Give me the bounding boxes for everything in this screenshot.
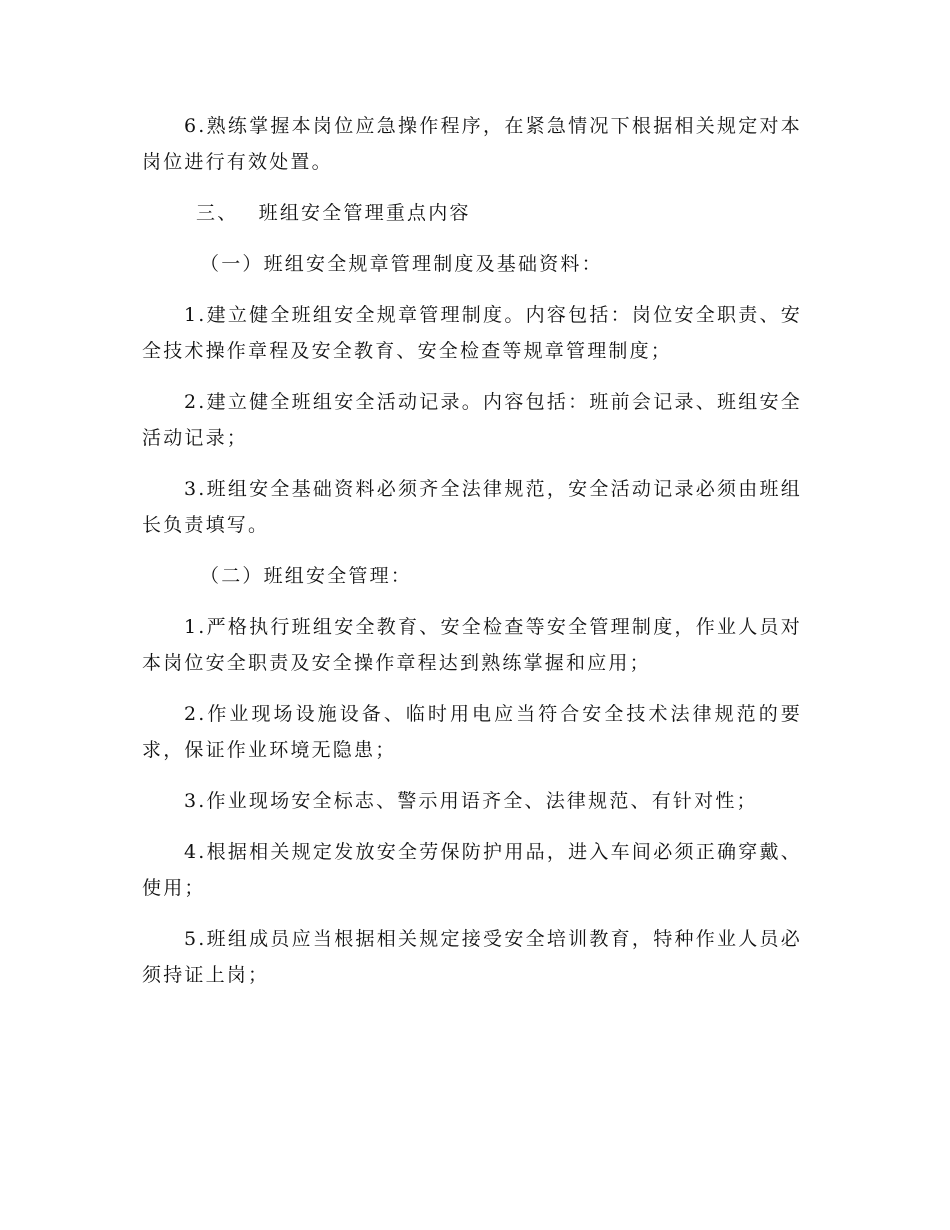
subsection-heading-2: （二）班组安全管理： (200, 565, 413, 587)
document-body (142, 108, 802, 1008)
paragraph-item-6: 6.熟练掌握本岗位应急操作程序，在紧急情况下根据相关规定对本岗位进行有效处置。 (142, 115, 802, 173)
paragraph-item-3: 3.班组安全基础资料必须齐全法律规范，安全活动记录必须由班组长负责填写。 (142, 478, 802, 536)
paragraph-item-1: 1.建立健全班组安全规章管理制度。内容包括：岗位安全职责、安全技术操作章程及安全教育、安全检查等规章管理制度； (142, 304, 802, 362)
paragraph-item-2: 2.建立健全班组安全活动记录。内容包括：班前会记录、班组安全活动记录； (142, 391, 802, 449)
subsection-heading-1: （一）班组安全规章管理制度及基础资料： (200, 253, 603, 275)
paragraph-item-3b: 3.作业现场安全标志、警示用语齐全、法律规范、有针对性； (184, 790, 758, 812)
paragraph-item-2b: 2.作业现场设施设备、临时用电应当符合安全技术法律规范的要求，保证作业环境无隐患； (142, 703, 802, 761)
paragraph-item-4b: 4.根据相关规定发放安全劳保防护用品，进入车间必须正确穿戴、使用； (142, 841, 802, 899)
section-heading-3: 三、 班组安全管理重点内容 (196, 202, 471, 224)
paragraph-item-5b: 5.班组成员应当根据相关规定接受安全培训教育，特种作业人员必须持证上岗； (142, 928, 802, 986)
paragraph-item-1b: 1.严格执行班组安全教育、安全检查等安全管理制度，作业人员对本岗位安全职责及安全操作章程达到熟练掌握和应用； (142, 616, 802, 674)
